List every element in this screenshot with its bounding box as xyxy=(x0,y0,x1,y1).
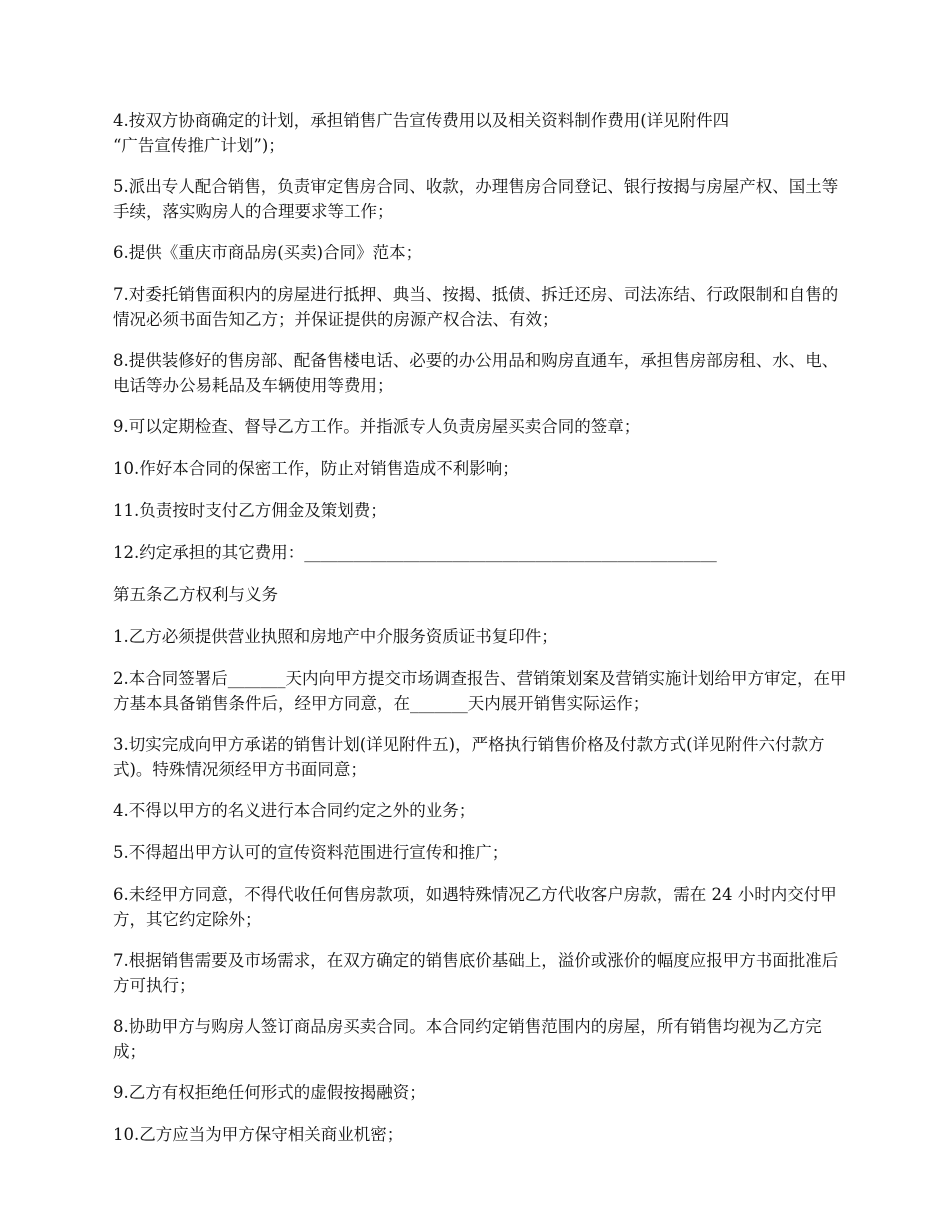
paragraph-b8-purchase-contract: 8.协助甲方与购房人签订商品房买卖合同。本合同约定销售范围内的房屋，所有销售均视为乙方完成； xyxy=(113,1017,822,1061)
paragraph-a8-sales-office: 8.提供装修好的售房部、配备售楼电话、必要的办公用品和购房直通车，承担售房部房租、水、电、电话等办公易耗品及车辆使用等费用； xyxy=(113,351,839,395)
section-heading-article-5: 第五条乙方权利与义务 xyxy=(113,585,278,604)
paragraph-a10-confidentiality: 10.作好本合同的保密工作，防止对销售造成不利影响； xyxy=(113,459,519,478)
document-page xyxy=(113,108,848,1164)
paragraph-a5-sales-staff: 5.派出专人配合销售，负责审定售房合同、收款，办理售房合同登记、银行按揭与房屋产权、国土等手续，落实购房人的合理要求等工作； xyxy=(113,177,839,221)
paragraph-b4-business-scope: 4.不得以甲方的名义进行本合同约定之外的业务； xyxy=(113,801,476,820)
paragraph-a6-contract-template: 6.提供《重庆市商品房(买卖)合同》范本； xyxy=(113,243,423,262)
paragraph-a9-inspection: 9.可以定期检查、督导乙方工作。并指派专人负责房屋买卖合同的签章； xyxy=(113,417,641,436)
paragraph-b5-promotion: 5.不得超出甲方认可的宣传资料范围进行宣传和推广； xyxy=(113,843,509,862)
paragraph-b10-trade-secrets: 10.乙方应当为甲方保守相关商业机密； xyxy=(113,1125,404,1144)
paragraph-a4-advertising-costs: 4.按双方协商确定的计划，承担销售广告宣传费用以及相关资料制作费用(详见附件四 “广告宣传推广计划”)； xyxy=(113,111,730,155)
paragraph-b2-marketing-plan: 2.本合同签署后_______天内向甲方提交市场调查报告、营销策划案及营销实施计划给甲方审定，在甲方基本具备销售条件后，经甲方同意，在_______天内展开销售实际运作； xyxy=(113,669,847,713)
paragraph-b3-sales-plan: 3.切实完成向甲方承诺的销售计划(详见附件五)，严格执行销售价格及付款方式(详见附件六付款方式)。特殊情况须经甲方书面同意； xyxy=(113,735,825,779)
paragraph-a7-property-disclosure: 7.对委托销售面积内的房屋进行抵押、典当、按揭、抵债、拆迁还房、司法冻结、行政限制和自售的情况必须书面告知乙方；并保证提供的房源产权合法、有效； xyxy=(113,285,839,329)
paragraph-b9-mortgage-fraud: 9.乙方有权拒绝任何形式的虚假按揭融资； xyxy=(113,1083,426,1102)
paragraph-a11-commission: 11.负责按时支付乙方佣金及策划费； xyxy=(113,501,387,520)
paragraph-b7-pricing: 7.根据销售需要及市场需求，在双方确定的销售底价基础上，溢价或涨价的幅度应报甲方书面批准后方可执行； xyxy=(113,951,839,995)
paragraph-a12-other-costs: 12.约定承担的其它费用：__________________________________________________ xyxy=(113,543,717,562)
paragraph-b1-license: 1.乙方必须提供营业执照和房地产中介服务资质证书复印件； xyxy=(113,627,558,646)
paragraph-b6-payment-collection: 6.未经甲方同意，不得代收任何售房款项，如遇特殊情况乙方代收客户房款，需在 24 小时内交付甲方，其它约定除外； xyxy=(113,885,837,929)
